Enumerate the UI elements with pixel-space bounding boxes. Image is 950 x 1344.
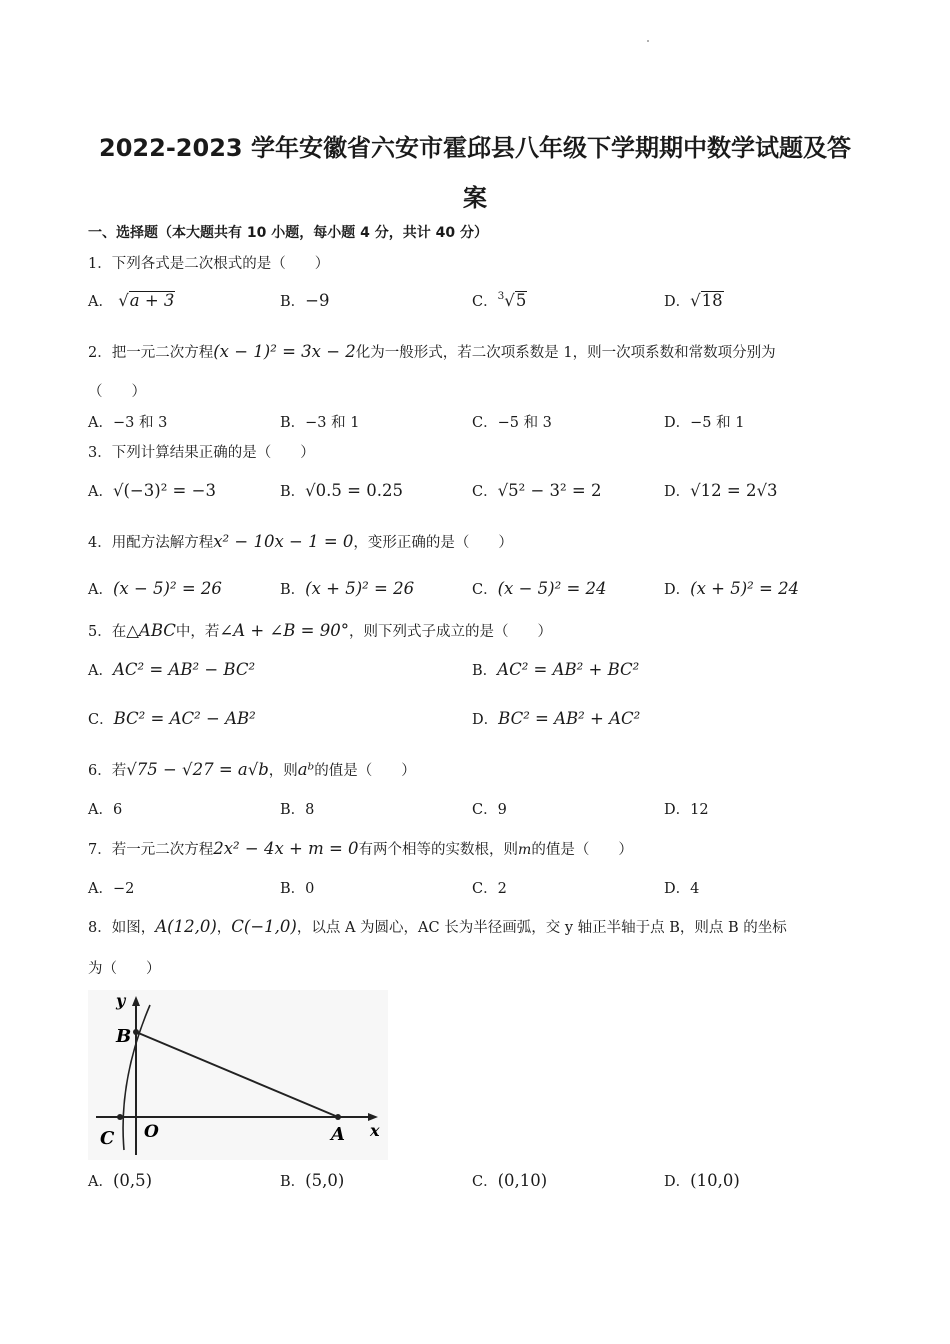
q3-option-b: B．√0.5 = 0.25	[280, 481, 403, 500]
page-title-line1: 2022-2023 学年安徽省六安市霍邱县八年级下学期期中数学试题及答	[99, 134, 851, 162]
question-2-stem: 2．把一元二次方程(x − 1)² = 3x − 2化为一般形式，若二次项系数是 1，则一次项系数和常数项分别为	[88, 342, 776, 361]
q6-option-a: A．6	[88, 802, 123, 818]
q6-option-c: C．9	[472, 802, 507, 818]
q2-option-a: A．−3 和 3	[88, 415, 168, 431]
q7-option-b: B．0	[280, 881, 315, 897]
q4-option-d: D．(x + 5)² = 24	[664, 579, 800, 598]
speck	[647, 40, 649, 42]
q6-option-b: B．8	[280, 802, 315, 818]
section-heading: 一、选择题（本大题共有 10 小题，每小题 4 分，共计 40 分）	[88, 225, 488, 241]
coordinate-figure	[88, 990, 388, 1160]
question-1-stem: 1．下列各式是二次根式的是（ ）	[88, 256, 330, 272]
question-4-stem: 4．用配方法解方程x² − 10x − 1 = 0，变形正确的是（ ）	[88, 532, 513, 551]
question-2-stem-cont: （ ）	[88, 384, 146, 400]
q1-option-b: B．−9	[280, 291, 330, 310]
q7-option-d: D．4	[664, 881, 700, 897]
label-b: B	[116, 1026, 132, 1047]
q2-option-c: C．−5 和 3	[472, 415, 552, 431]
q4-option-b: B．(x + 5)² = 26	[280, 579, 415, 598]
q5-option-d: D．BC² = AB² + AC²	[472, 709, 641, 728]
q1-option-a: A． √a + 3	[88, 291, 175, 310]
question-3-stem: 3．下列计算结果正确的是（ ）	[88, 445, 315, 461]
label-o: O	[144, 1122, 159, 1142]
q8-option-a: A．(0,5)	[88, 1171, 153, 1190]
q7-option-c: C．2	[472, 881, 507, 897]
label-x: x	[370, 1121, 380, 1140]
q4-option-a: A．(x − 5)² = 26	[88, 579, 222, 598]
q1-option-c: C．$^3$√5	[472, 290, 527, 310]
q8-option-d: D．(10,0)	[664, 1171, 740, 1190]
point-a	[335, 1114, 341, 1120]
label-y: y	[116, 991, 126, 1010]
question-6-stem: 6．若√75 − √27 = a√b，则aᵇ的值是（ ）	[88, 760, 416, 779]
q5-option-c: C．BC² = AC² − AB²	[88, 709, 256, 728]
q3-option-a: A．√(−3)² = −3	[88, 481, 216, 500]
q2-option-d: D．−5 和 1	[664, 415, 745, 431]
q5-option-a: A．AC² = AB² − BC²	[88, 660, 256, 679]
q1-option-d: D．√18	[664, 291, 723, 310]
q5-option-b: B．AC² = AB² + BC²	[472, 660, 640, 679]
label-a: A	[331, 1124, 345, 1145]
q3-option-c: C．√5² − 3² = 2	[472, 481, 602, 500]
question-8-stem-cont: 为（ ）	[88, 961, 161, 977]
label-c: C	[100, 1128, 115, 1149]
q4-option-c: C．(x − 5)² = 24	[472, 579, 607, 598]
q3-option-d: D．√12 = 2√3	[664, 481, 778, 500]
question-7-stem: 7．若一元二次方程2x² − 4x + m = 0有两个相等的实数根，则m的值是（ ）	[88, 839, 633, 858]
question-8-stem: 8．如图，A(12,0)，C(−1,0)，以点 A 为圆心，AC 长为半径画弧，交 y 轴正半轴于点 B，则点 B 的坐标	[88, 917, 787, 936]
q8-option-c: C．(0,10)	[472, 1171, 548, 1190]
q2-option-b: B．−3 和 1	[280, 415, 360, 431]
q7-option-a: A．−2	[88, 881, 135, 897]
point-c	[117, 1114, 123, 1120]
q6-option-d: D．12	[664, 802, 709, 818]
question-5-stem: 5．在△ABC中，若∠A + ∠B = 90°，则下列式子成立的是（ ）	[88, 621, 552, 640]
point-b	[133, 1029, 139, 1035]
page-title-line2: 案	[463, 184, 487, 212]
q8-option-b: B．(5,0)	[280, 1171, 345, 1190]
